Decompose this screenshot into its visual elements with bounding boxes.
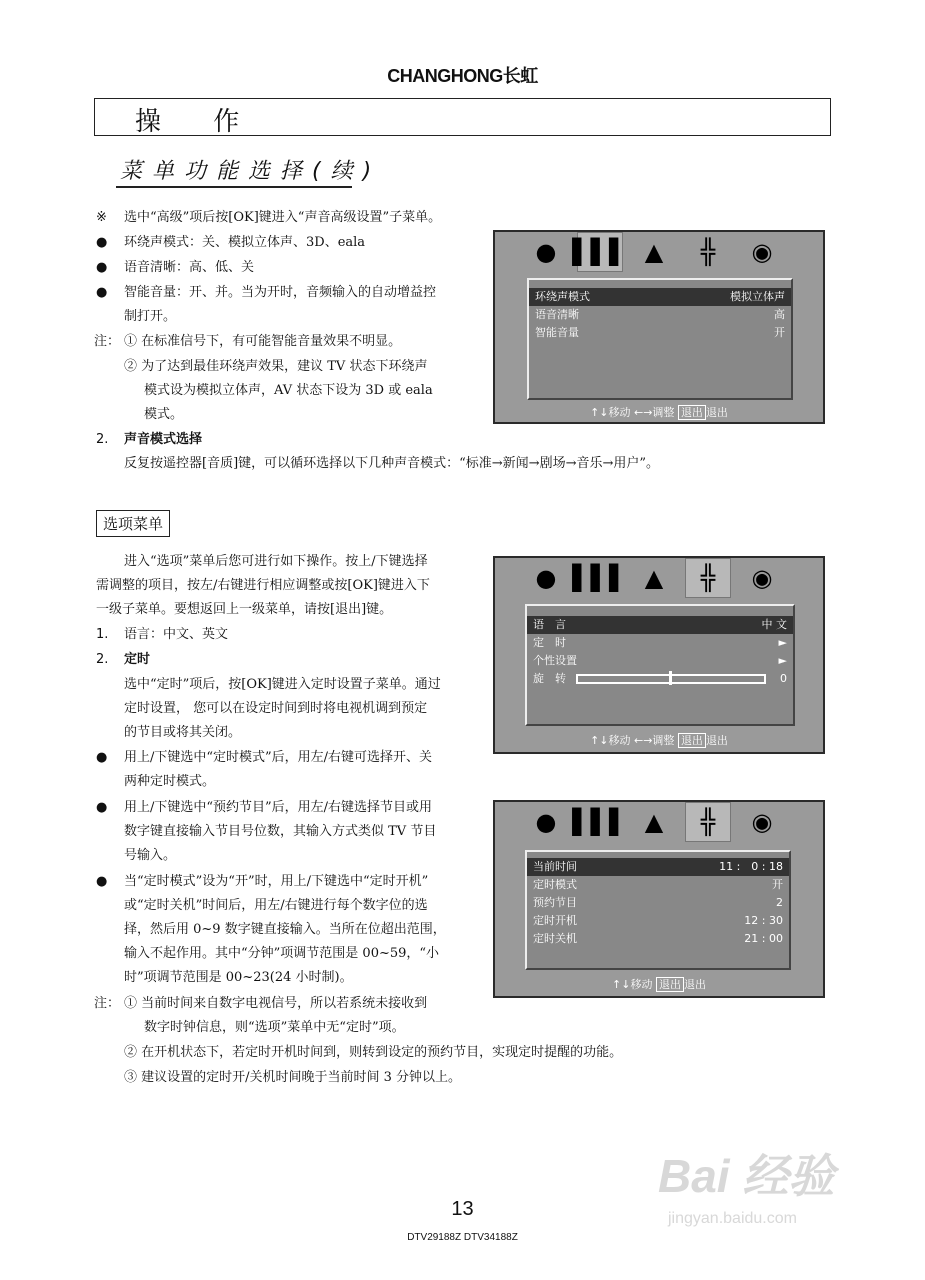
submenu-arrow-icon: ► (778, 654, 787, 667)
options-menu-heading: 选项菜单 (96, 510, 170, 537)
menu-row-rotate[interactable] (527, 670, 793, 688)
exit-key-box: 退出 (678, 405, 706, 420)
child-lock-icon: ◉ (751, 238, 773, 266)
menu-icon-bar (523, 558, 785, 598)
options-grid-icon: ╬ (685, 802, 731, 842)
row-value: 11 : 0 : 18 (719, 860, 783, 873)
item-number: 1. (96, 627, 109, 642)
item-title: 定时 (124, 652, 151, 667)
row-label: 环绕声模式 (535, 290, 590, 303)
options-intro: 需调整的项目，按左/右键进行相应调整或按[OK]键进入下 (96, 578, 430, 593)
row-label: 当前时间 (533, 860, 577, 873)
bullet-text-cont: 两种定时模式。 (124, 774, 216, 789)
brand-logo: CHANGHONG长虹 (387, 66, 538, 86)
nav-hint: ↑↓移动 ←→调整 (590, 734, 675, 747)
exit-hint: 退出 (705, 734, 728, 747)
options-intro: 一级子菜单。要想返回上一级菜单，请按[退出]键。 (96, 602, 393, 617)
bullet: ● (96, 800, 108, 815)
row-value: 12 : 30 (744, 914, 783, 927)
row-value: 高 (774, 308, 785, 321)
bullet-text-cont: 输入不起作用。其中“分钟”项调节范围是 00~59，“小 (124, 946, 440, 961)
row-label: 预约节目 (533, 896, 577, 909)
note-label: 注： (94, 334, 121, 349)
row-value: 2 (776, 896, 783, 909)
note-text: ③ 建议设置的定时开/关机时间晚于当前时间 3 分钟以上。 (124, 1070, 462, 1085)
bullet-text: 用上/下键选中“预约节目”后，用左/右键选择节目或用 (124, 800, 433, 815)
row-value: 模拟立体声 (730, 290, 785, 303)
row-label: 智能音量 (535, 326, 579, 339)
note-symbol: ※ (96, 210, 107, 225)
row-value: 中 文 (761, 618, 787, 631)
watermark-url: jingyan.baidu.com (668, 1210, 797, 1227)
options-intro: 进入“选项”菜单后您可进行如下操作。按上/下键选择 (124, 554, 428, 569)
rotate-slider[interactable] (576, 674, 766, 684)
submenu-panel (527, 278, 793, 400)
watermark (658, 1140, 835, 1227)
bullet-text: 智能音量：开、并。当为开时，音频输入的自动增益控 (124, 285, 437, 300)
menu-footer-hint (495, 976, 823, 992)
child-lock-icon: ◉ (751, 564, 773, 592)
bullet-text-cont: 数字键直接输入节目号位数，其输入方式类似 TV 节目 (124, 824, 437, 839)
note-text-cont: 模式。 (144, 407, 184, 422)
note-label: 注： (94, 996, 121, 1011)
menu-row-scheduled-channel[interactable] (527, 894, 789, 912)
bullet-text-cont: 制打开。 (124, 309, 177, 324)
exit-hint: 退出 (683, 978, 706, 991)
intro-text: 选中“高级”项后按[OK]键进入“声音高级设置”子菜单。 (124, 210, 442, 225)
menu-icon-bar (523, 232, 785, 272)
bullet-text-cont: 或“定时关机”时间后，用左/右键进行每个数字位的选 (124, 898, 428, 913)
menu-row-language[interactable] (527, 616, 793, 634)
bullet: ● (96, 260, 108, 275)
slider-thumb[interactable] (669, 671, 672, 685)
tv-menu-sound (493, 230, 825, 424)
model-numbers: DTV29188Z DTV34188Z (407, 1232, 518, 1243)
bullet: ● (96, 235, 108, 250)
exit-key-box: 退出 (678, 733, 706, 748)
nav-hint: ↑↓移动 ←→调整 (590, 406, 675, 419)
sound-bars-icon: ▌▌▌ (572, 564, 628, 592)
row-value: 0 (780, 672, 787, 685)
bullet-text: 用上/下键选中“定时模式”后，用左/右键可选择开、关 (124, 750, 433, 765)
submenu-panel (525, 850, 791, 970)
submenu-arrow-icon: ► (778, 636, 787, 649)
menu-footer-hint (495, 732, 823, 748)
menu-row-power-off[interactable] (527, 930, 789, 948)
row-label: 个性设置 (533, 654, 577, 667)
row-label: 定 时 (533, 636, 566, 649)
note-text-cont: 模式设为模拟立体声，AV 状态下设为 3D 或 eala (144, 383, 433, 398)
menu-footer-hint (495, 404, 823, 420)
child-lock-icon: ◉ (751, 808, 773, 836)
page-number: 13 (451, 1198, 474, 1220)
row-label: 语 言 (533, 618, 566, 631)
picture-icon: ● (535, 238, 557, 266)
row-label: 定时模式 (533, 878, 577, 891)
item-text: 反复按遥控器[音质]键，可以循环选择以下几种声音模式：“标准→新闻→剧场→音乐→用户”。 (124, 456, 660, 471)
item-title: 声音模式选择 (124, 432, 203, 447)
timer-text: 选中“定时”项后，按[OK]键进入定时设置子菜单。通过 (124, 677, 441, 692)
note-text: ② 为了达到最佳环绕声效果，建议 TV 状态下环绕声 (124, 359, 428, 374)
picture-icon: ● (535, 808, 557, 836)
channel-cone-icon: ▲ (644, 238, 664, 266)
watermark-logo: Bai 经验 (658, 1150, 835, 1202)
menu-row-timer[interactable] (527, 634, 793, 652)
sound-bars-icon: ▌▌▌ (577, 232, 623, 272)
picture-icon: ● (535, 564, 557, 592)
row-label: 旋 转 (533, 672, 566, 685)
channel-cone-icon: ▲ (644, 564, 664, 592)
options-grid-icon: ╬ (685, 558, 731, 598)
row-value: 开 (772, 878, 783, 891)
timer-text: 定时设置， 您可以在设定时间到时将电视机调到预定 (124, 701, 428, 716)
subtitle-underline (116, 186, 352, 188)
item-number: 2. (96, 432, 109, 447)
sound-bars-icon: ▌▌▌ (572, 808, 628, 836)
bullet: ● (96, 874, 108, 889)
timer-text: 的节目或将其关闭。 (124, 725, 242, 740)
item-language: 语言：中文、英文 (124, 627, 229, 642)
menu-row-timer-mode[interactable] (527, 876, 789, 894)
options-grid-icon: ╬ (700, 238, 716, 266)
menu-row-current-time[interactable] (527, 858, 789, 876)
bullet: ● (96, 285, 108, 300)
bullet: ● (96, 750, 108, 765)
tv-menu-options (493, 556, 825, 754)
menu-row-smart-volume[interactable] (529, 324, 791, 342)
menu-row-surround[interactable] (529, 288, 791, 306)
bullet-text-cont: 号输入。 (124, 848, 177, 863)
menu-row-power-on[interactable] (527, 912, 789, 930)
exit-key-box: 退出 (656, 977, 684, 992)
page-title-box (94, 98, 831, 136)
channel-cone-icon: ▲ (644, 808, 664, 836)
note-text: ① 在标准信号下，有可能智能音量效果不明显。 (124, 334, 402, 349)
row-value: 21 : 00 (744, 932, 783, 945)
note-text-cont: 数字时钟信息，则“选项”菜单中无“定时”项。 (144, 1020, 405, 1035)
bullet-text-cont: 择，然后用 0~9 数字键直接输入。当所在位超出范围， (124, 922, 446, 937)
bullet-text: 语音清晰：高、低、关 (124, 260, 255, 275)
note-text: ② 在开机状态下，若定时开机时间到，则转到设定的预约节目，实现定时提醒的功能。 (124, 1045, 623, 1060)
tv-menu-timer (493, 800, 825, 998)
menu-row-personal[interactable] (527, 652, 793, 670)
bullet-text: 当“定时模式”设为“开”时，用上/下键选中“定时开机” (124, 874, 429, 889)
item-number: 2. (96, 652, 109, 667)
menu-row-voice-clarity[interactable] (529, 306, 791, 324)
row-label: 定时关机 (533, 932, 577, 945)
row-value: 开 (774, 326, 785, 339)
section-subtitle: 菜单功能选择(续) (120, 159, 382, 184)
nav-hint: ↑↓移动 (612, 978, 653, 991)
bullet-text-cont: 时”项调节范围是 00~23(24 小时制)。 (124, 970, 353, 985)
row-label: 语音清晰 (535, 308, 579, 321)
submenu-panel (525, 604, 795, 726)
bullet-text: 环绕声模式：关、模拟立体声、3D、eala (124, 235, 366, 250)
menu-icon-bar (523, 802, 785, 842)
exit-hint: 退出 (705, 406, 728, 419)
row-label: 定时开机 (533, 914, 577, 927)
page-title: 操 作 (135, 107, 262, 137)
note-text: ① 当前时间来自数字电视信号，所以若系统未接收到 (124, 996, 428, 1011)
